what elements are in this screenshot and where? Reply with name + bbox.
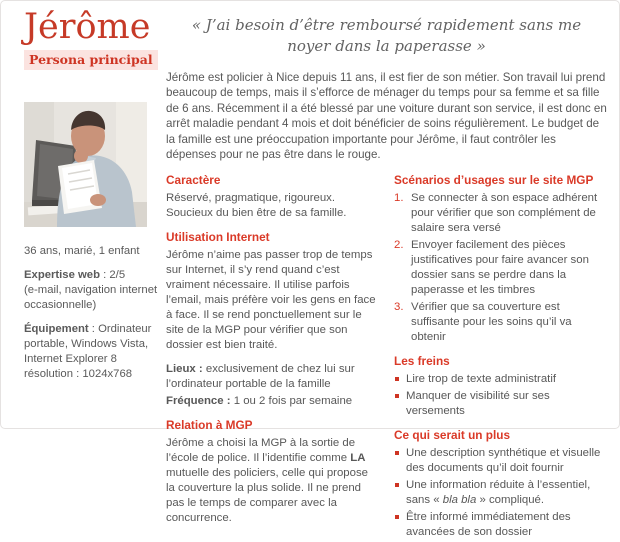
- bullet-square-icon: [395, 483, 399, 487]
- relation-text: [166, 436, 379, 526]
- lieux: [166, 362, 379, 392]
- frequence-label: Fréquence :: [166, 395, 231, 408]
- scenario-text: Vérifier que sa couverture est suffisante pour les soins qu’il va obtenir: [411, 301, 572, 344]
- columns: [166, 173, 607, 542]
- scenario-text: Envoyer facilement des pièces justificatives pour faire avancer son dossier sans se perdre dans la paperasse et les timbres: [411, 239, 589, 297]
- main-content: [162, 1, 619, 538]
- persona-photo: [24, 102, 147, 227]
- lieux-label: Lieux :: [166, 362, 203, 375]
- bullet-square-icon: [395, 515, 399, 519]
- lieux-text: exclusivement de chez lui sur l’ordinateur portable de la famille: [166, 362, 355, 391]
- plus-item: [394, 478, 607, 508]
- expertise-note: (e-mail, navigation internet occasionnelle): [24, 284, 158, 311]
- frequence: [166, 394, 379, 409]
- section-freins-title: Les freins: [394, 354, 450, 369]
- expertise-value: : 2/5: [99, 269, 126, 282]
- scenario-number: 1.: [394, 192, 404, 204]
- relation-after: mutuelle des policiers, celle qui propose la couverture la plus solide. Il ne prend pas le temps de comparer avec la concurrence.: [166, 466, 368, 524]
- equipment-label: Équipement: [24, 323, 89, 336]
- section-relation-title: Relation à MGP: [166, 418, 253, 433]
- demographics: 36 ans, marié, 1 enfant: [24, 244, 140, 257]
- utilisation-text: Jérôme n’aime pas passer trop de temps sur Internet, il s’y rend quand c’est vraiment nécessaire. Il utilise parfois l’email, mais préfère voir les gens en face à face. Il se rend ponctuellement sur le site de la MGP pour vérifier que son dossier est bien traité.: [166, 248, 376, 351]
- caractere-text: Réservé, pragmatique, rigoureux. Soucieux du bien être de sa famille.: [166, 192, 347, 220]
- intro-paragraph: Jérôme est policier à Nice depuis 11 ans, il est fier de son métier. Son travail lui prend beaucoup de temps, mais il s’efforce de ménager du temps pour sa femme et sa fille de 6 ans. Récemment il a été blessé par une voiture durant son service, il est donc en arrêt maladie pendant 4 mois et doit bénéficier de soins régulièrement. Le budget de la famille est une préoccupation importante pour Jérôme, il faut contrôler les dépenses pour ne pas être dans le rouge.: [166, 71, 607, 162]
- section-caractere-title: Caractère: [166, 173, 221, 188]
- column-left: [166, 173, 379, 542]
- expertise-label: Expertise web: [24, 269, 100, 282]
- frein-item: [394, 389, 607, 419]
- plus-text: [406, 478, 607, 508]
- bullet-square-icon: [395, 394, 399, 398]
- frein-text: Lire trop de texte administratif: [406, 373, 557, 386]
- scenario-item: [394, 300, 607, 345]
- equipment-value: : Ordinateur portable, Windows Vista, Internet Explorer 8: [24, 323, 152, 365]
- relation-emphasis: LA: [350, 451, 366, 464]
- scenario-text: Se connecter à son espace adhérent pour vérifier que son complément de salaire sera versé: [411, 192, 598, 235]
- section-plus-title: Ce qui serait un plus: [394, 428, 511, 443]
- persona-info: [24, 244, 162, 381]
- relation-before: Jérôme a choisi la MGP à la sortie de l’école de police. Il l’identifie comme: [166, 436, 356, 464]
- frequence-text: 1 ou 2 fois par semaine: [230, 395, 353, 408]
- expertise-web: [24, 268, 162, 312]
- frein-item: [394, 372, 607, 387]
- scenario-item: [394, 191, 607, 236]
- frein-text: Manquer de visibilité sur ses versements: [406, 390, 550, 418]
- plus-text-post: » compliqué.: [476, 493, 545, 506]
- persona-badge: Persona principal: [24, 50, 158, 70]
- equipment: [24, 322, 162, 381]
- scenario-item: [394, 238, 607, 298]
- plus-text-italic: bla bla: [442, 493, 477, 506]
- column-right: [394, 173, 607, 542]
- plus-text: Une description synthétique et visuelle des documents qu’il doit fournir: [406, 446, 601, 474]
- scenario-number: 3.: [394, 301, 404, 314]
- plus-text: Être informé immédiatement des avancées de son dossier: [406, 510, 571, 538]
- persona-quote: « J’ai besoin d’être remboursé rapidement sans me noyer dans la paperasse »: [191, 16, 582, 55]
- plus-item: [394, 510, 607, 540]
- bullet-square-icon: [395, 377, 399, 381]
- scenario-number: 2.: [394, 239, 404, 252]
- plus-text-pre: Une information réduite à l’essentiel, sans «: [406, 478, 591, 506]
- screen-resolution: résolution : 1024x768: [24, 367, 133, 380]
- section-utilisation-title: Utilisation Internet: [166, 230, 270, 245]
- section-scenarios-title: Scénarios d’usages sur le site MGP: [394, 173, 594, 188]
- persona-name: Jérôme: [24, 7, 151, 47]
- sidebar: [1, 1, 162, 428]
- bullet-square-icon: [395, 451, 399, 455]
- plus-item: [394, 446, 607, 476]
